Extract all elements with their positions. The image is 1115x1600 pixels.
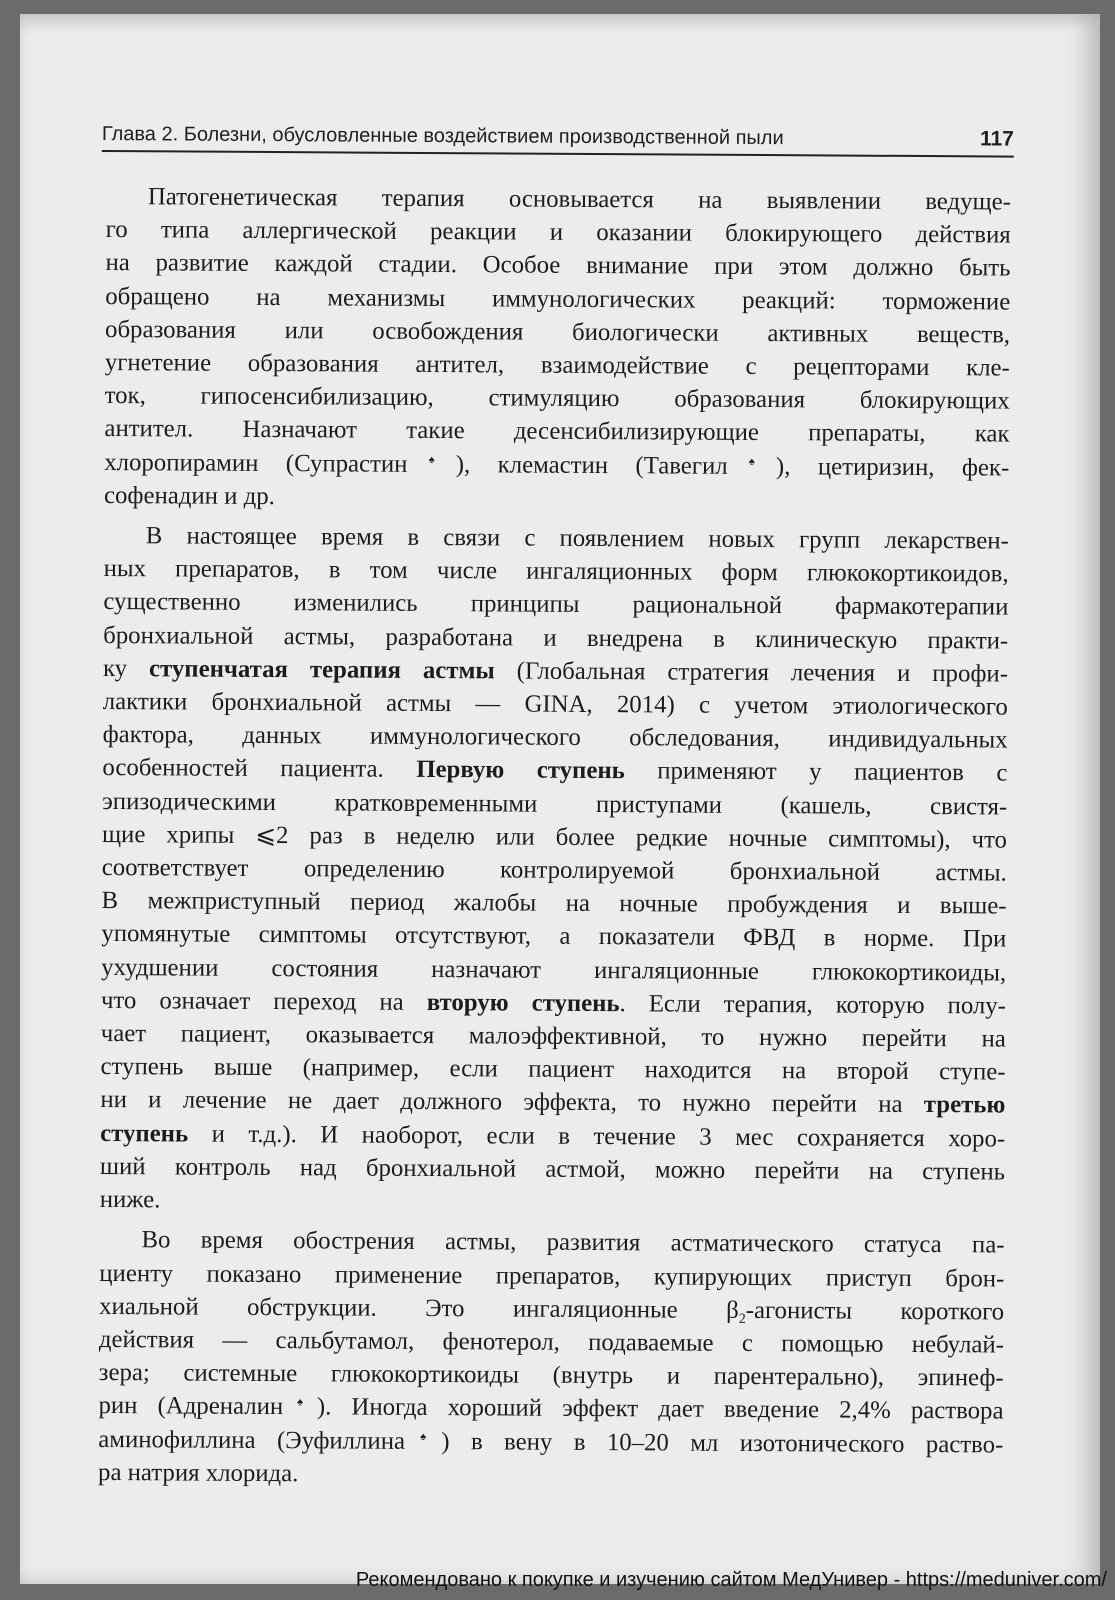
- text-segment: ), клемастин (Тавегил: [455, 450, 728, 480]
- text-segment: софенадин и др.: [103, 481, 275, 510]
- text-segment: В настоящее время в связи с появлением новых групп лекарствен-: [145, 522, 1009, 555]
- text-segment: хлоропирамин (Супрастин: [104, 448, 408, 478]
- running-header: [102, 122, 1014, 158]
- bold-term: ступень: [100, 1119, 189, 1148]
- text-line: [101, 1017, 1006, 1056]
- text-line: [98, 1389, 1003, 1428]
- text-segment: хиальной обструкции. Это ингаляционные β: [99, 1292, 739, 1324]
- text-segment: соответствует определению контролируемой бронхиальной астмы.: [101, 854, 1007, 887]
- text-line: [102, 851, 1007, 890]
- text-segment: действия — сальбутамол, фенотерол, подаваемые с помощью небулай-: [98, 1325, 1004, 1359]
- text-segment: го типа аллергической реакции и оказании блокирующего действия: [105, 216, 1011, 249]
- trademark-mark: ♠: [727, 455, 777, 468]
- paragraph: [98, 1223, 1005, 1494]
- text-line: [102, 751, 1007, 790]
- text-line: [99, 1290, 1004, 1329]
- text-line: [104, 446, 1009, 485]
- trademark-mark: ♠: [407, 453, 456, 466]
- chapter-title: Глава 2. Болезни, обусловленные воздействием производственной пыли: [101, 122, 784, 150]
- text-line: [102, 818, 1007, 857]
- text-line: [100, 1083, 1005, 1122]
- text-segment: ных препаратов, в том числе ингаляционных форм глюкокортикоидов,: [103, 555, 1009, 588]
- text-line: [100, 1183, 1005, 1222]
- text-line: [99, 1256, 1004, 1295]
- text-segment: ) в вену в 10–20 мл изотонического раство-: [441, 1427, 1004, 1459]
- bold-term: вторую ступень: [426, 988, 620, 1018]
- text-line: [100, 1050, 1005, 1089]
- text-segment: аминофиллина (Эуфиллина: [98, 1425, 406, 1455]
- text-segment: упомянутые симптомы отсутствуют, а показатели ФВД в норме. При: [101, 920, 1007, 953]
- text-segment: ра натрия хлорида.: [98, 1458, 299, 1487]
- text-line: [105, 346, 1010, 385]
- text-segment: существенно изменились принципы рациональной фармакотерапии: [103, 588, 1009, 621]
- book-page: [20, 14, 1100, 1584]
- text-segment: циенту показано применение препаратов, купирующих приступ брон-: [99, 1259, 1005, 1293]
- text-line: [104, 519, 1009, 558]
- text-segment: ступень выше (например, если пациент находится на второй ступе-: [100, 1053, 1006, 1086]
- text-line: [98, 1456, 1003, 1495]
- text-segment: щие хрипы ⩽2 раз в неделю или более редкие ночные симптомы), что: [101, 820, 1008, 854]
- text-segment: ниже.: [99, 1186, 161, 1214]
- body-text: [98, 180, 1011, 1494]
- text-segment: что означает переход на: [100, 986, 427, 1016]
- text-segment: угнетение образования антител, взаимодействие с рецепторами кле-: [104, 349, 1010, 382]
- text-line: [105, 379, 1010, 418]
- text-segment: (Глобальная стратегия лечения и профи-: [494, 657, 1009, 688]
- text-segment: Патогенетическая терапия основывается на выявлении ведуще-: [147, 183, 1011, 216]
- paragraph: [104, 180, 1011, 518]
- text-line: [106, 213, 1011, 252]
- text-line: [103, 585, 1008, 624]
- text-segment: бронхиальной астмы, разработана и внедрена в клиническую практи-: [103, 621, 1009, 655]
- text-segment: ), цетиризин, фек-: [775, 452, 1010, 482]
- text-line: [98, 1422, 1003, 1461]
- text-segment: зера; системные глюкокортикоиды (внутрь и парентерально), эпинеф-: [98, 1359, 1004, 1392]
- text-line: [101, 884, 1006, 923]
- text-line: [104, 412, 1009, 451]
- text-line: [105, 280, 1010, 319]
- text-line: [101, 951, 1006, 990]
- text-line: [103, 619, 1008, 658]
- text-segment: эпизодическими кратковременными приступами (кашель, свистя-: [102, 787, 1008, 821]
- text-line: [99, 1223, 1004, 1262]
- paragraph: [100, 519, 1009, 1222]
- text-line: [103, 718, 1008, 757]
- page-number: 117: [979, 127, 1014, 151]
- text-segment: ни и лечение не дает должного эффекта, то нужно перейти на: [100, 1086, 924, 1119]
- trademark-mark: ♠: [283, 1396, 317, 1409]
- text-line: [103, 652, 1008, 691]
- text-line: [99, 1323, 1004, 1362]
- text-segment: антител. Назначают такие десенсибилизирующие препараты, как: [104, 415, 1010, 448]
- trademark-mark: ♠: [405, 1430, 442, 1443]
- text-segment: особенностей пациента.: [102, 754, 417, 784]
- text-segment: чает пациент, оказывается малоэффективной, то нужно перейти на: [100, 1020, 1006, 1053]
- text-line: [105, 313, 1010, 352]
- text-line: [100, 1117, 1005, 1156]
- text-segment: и т.д.). И наоборот, если в течение 3 мес сохраняется хоро-: [188, 1120, 1006, 1153]
- text-segment: ток, гипосенсибилизацию, стимуляцию образования блокирующих: [104, 382, 1010, 415]
- text-segment: -агонисты короткого: [745, 1296, 1005, 1326]
- text-segment: обращено на механизмы иммунологических реакций: торможение: [105, 282, 1011, 316]
- text-line: [105, 246, 1010, 285]
- text-line: [100, 1150, 1005, 1189]
- bold-term: третью: [923, 1091, 1006, 1119]
- text-line: [101, 984, 1006, 1023]
- bold-term: Первую ступень: [416, 756, 625, 785]
- text-segment: на развитие каждой стадии. Особое внимание при этом должно быть: [105, 249, 1011, 282]
- text-segment: рин (Адреналин: [98, 1392, 284, 1421]
- text-line: [104, 552, 1009, 591]
- text-segment: ку: [102, 654, 150, 683]
- text-line: [104, 479, 1009, 518]
- text-segment: . Если терапия, которую полу-: [619, 990, 1007, 1020]
- text-line: [103, 685, 1008, 724]
- text-segment: ). Иногда хороший эффект дает введение 2,4% раствора: [316, 1393, 1004, 1425]
- bold-term: ступенчатая терапия астмы: [148, 655, 495, 685]
- text-segment: применяют у пациентов с: [624, 757, 1008, 787]
- text-line: [99, 1356, 1004, 1395]
- subscript: 2: [738, 1311, 746, 1327]
- text-line: [106, 180, 1011, 219]
- text-segment: лактики бронхиальной астмы — GINA, 2014) с учетом этиологического: [102, 688, 1008, 721]
- footer-watermark: Рекомендовано к покупке и изучению сайтом МедУнивер - https://meduniver.com/: [355, 1569, 1107, 1591]
- text-segment: Во время обострения астмы, развития астматического статуса па-: [141, 1226, 1005, 1259]
- text-segment: ший контроль над бронхиальной астмой, можно перейти на ступень: [99, 1152, 1006, 1186]
- text-segment: фактора, данных иммунологического обследования, индивидуальных: [102, 721, 1008, 754]
- text-line: [102, 785, 1007, 824]
- text-line: [101, 917, 1006, 956]
- text-segment: ухудшении состояния назначают ингаляционные глюкокортикоиды,: [101, 953, 1007, 987]
- text-segment: В межприступный период жалобы на ночные пробуждения и выше-: [101, 887, 1007, 920]
- text-segment: образования или освобождения биологически активных веществ,: [105, 315, 1011, 349]
